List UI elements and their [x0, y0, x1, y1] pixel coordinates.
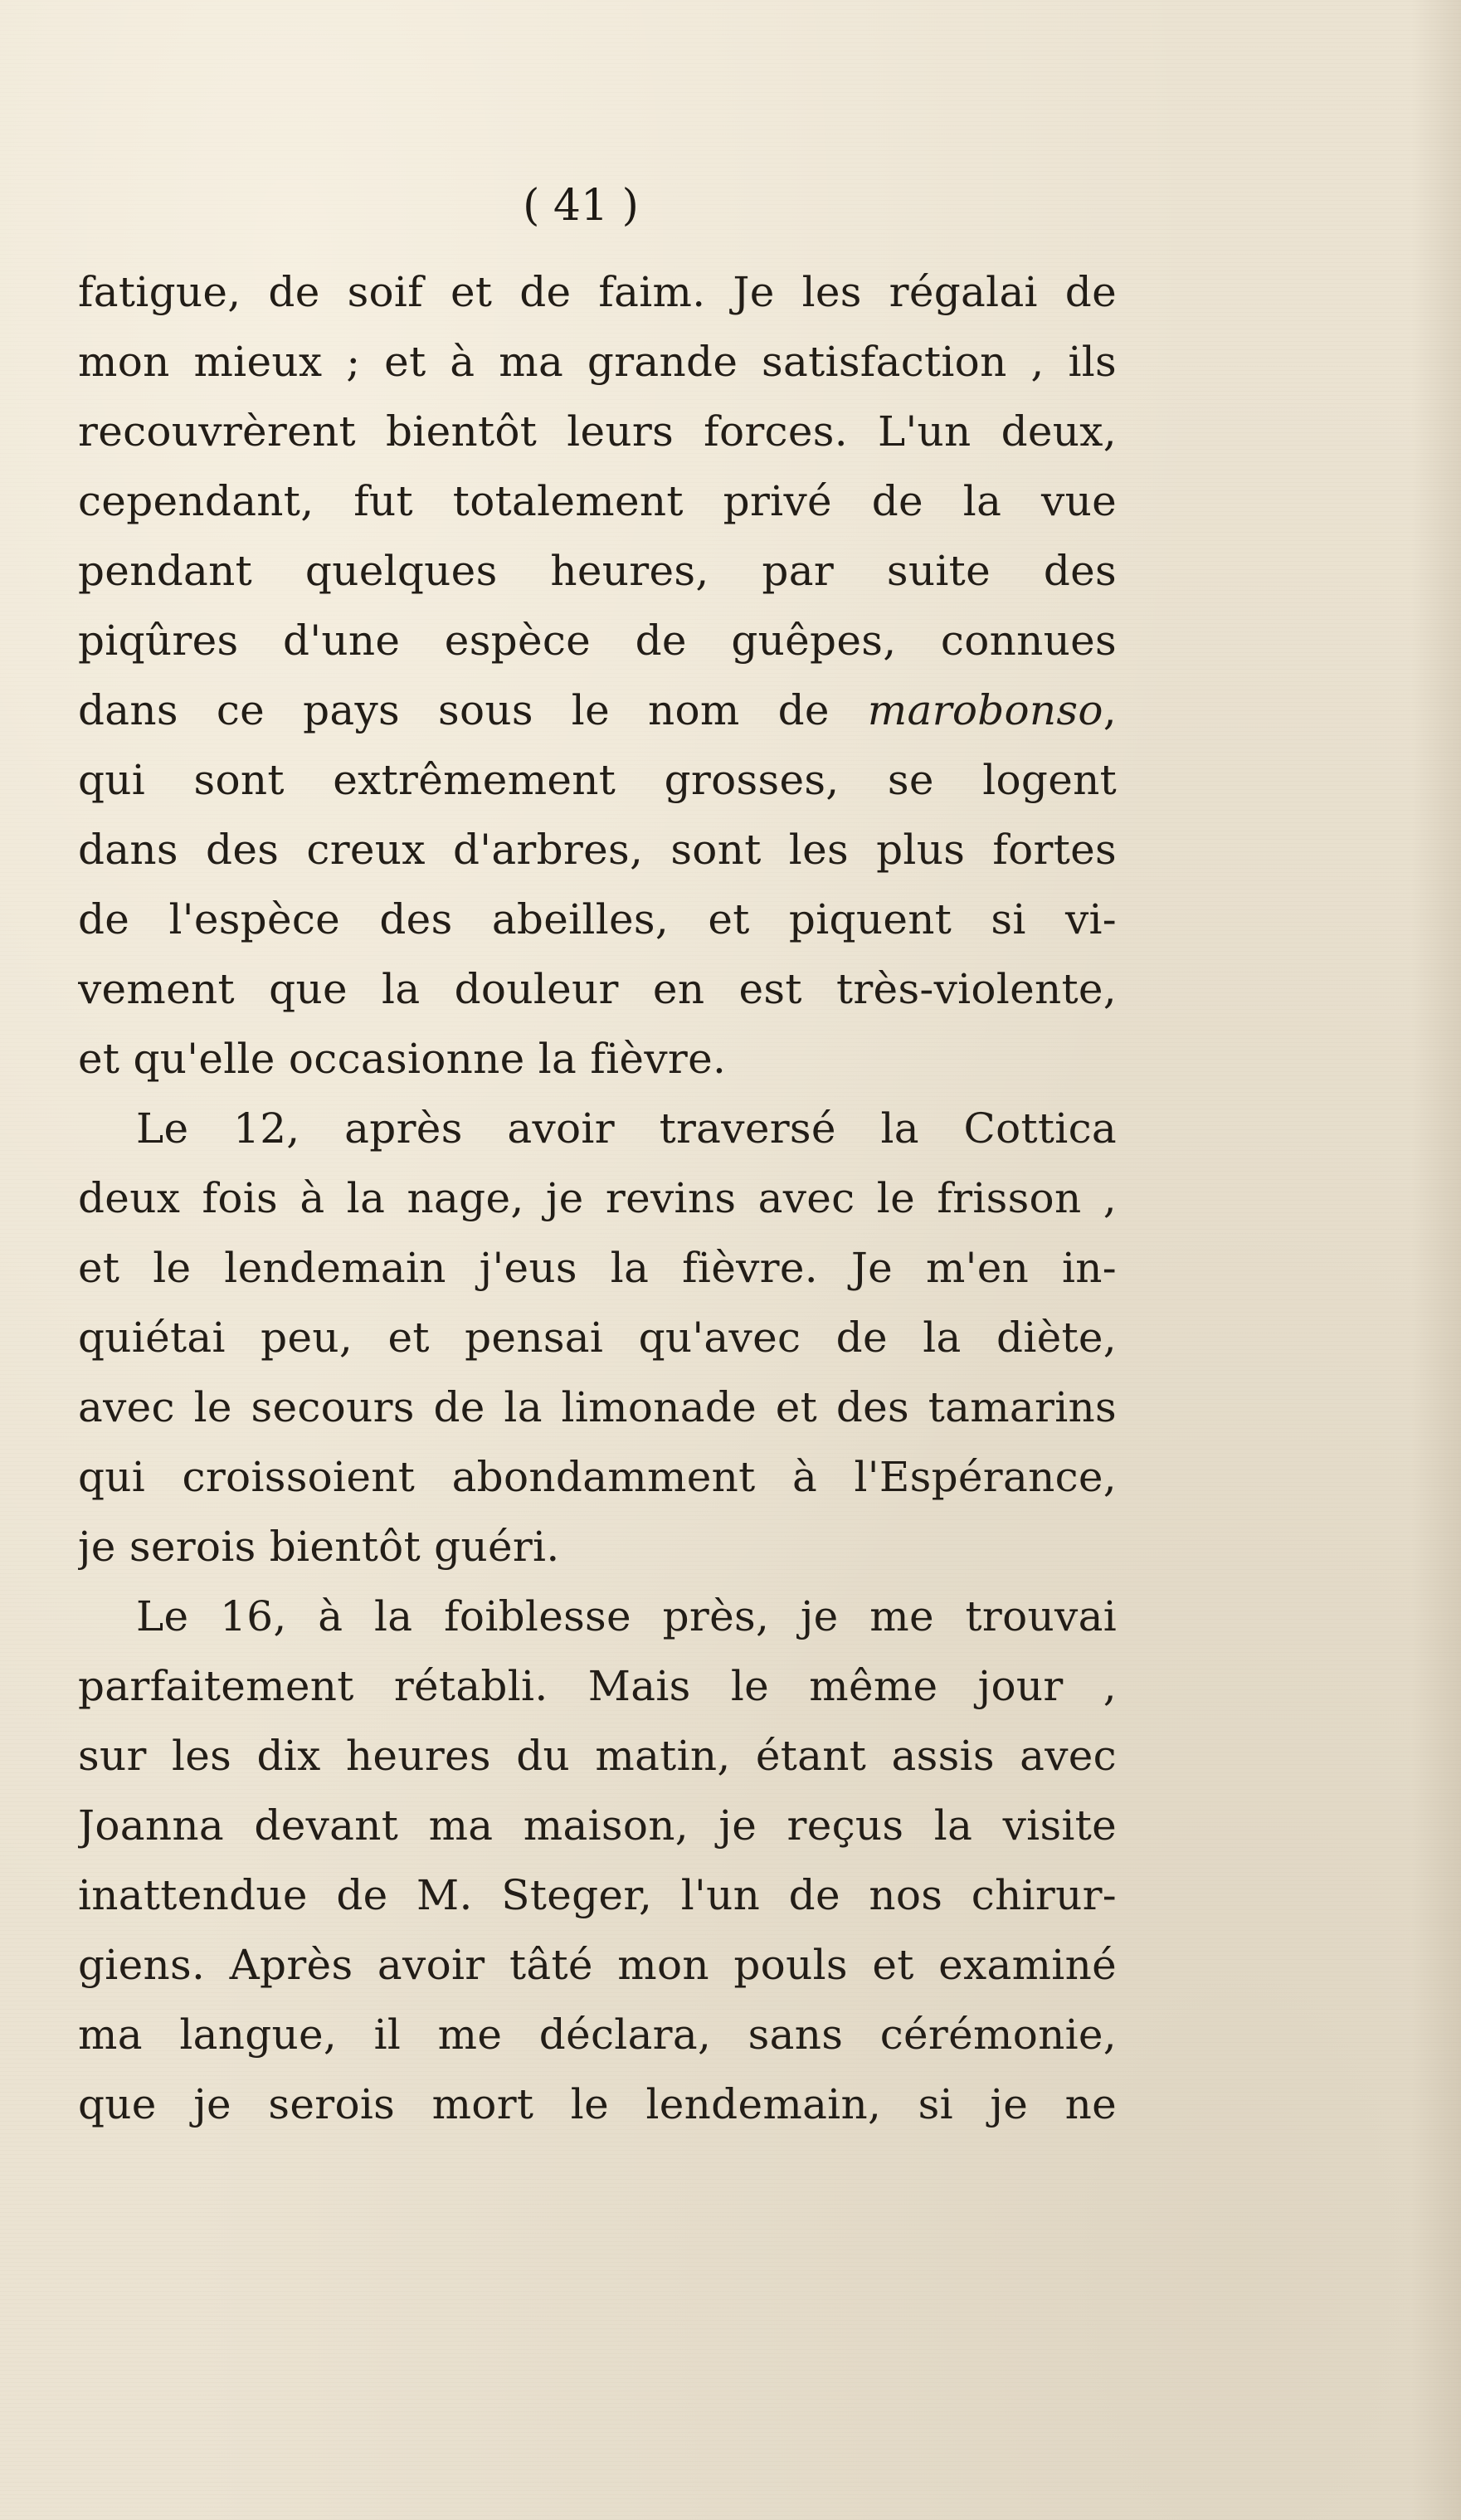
- text-line: sur les dix heures du matin, étant assis avec: [78, 1732, 1117, 1780]
- text-line: pendant quelques heures, par suite des: [78, 547, 1117, 595]
- page-edge-shadow: [1411, 0, 1461, 2520]
- text-line: je serois bientôt guéri.: [78, 1523, 560, 1571]
- text-line: de l'espèce des abeilles, et piquent si vi-: [78, 895, 1117, 943]
- text-line: et le lendemain j'eus la fièvre. Je m'en in-: [78, 1244, 1117, 1292]
- text-line: cependant, fut totalement privé de la vue: [78, 477, 1117, 525]
- paragraph-2: [78, 1094, 1117, 1582]
- text-line: ma langue, il me déclara, sans cérémonie,: [78, 2011, 1117, 2059]
- page-number: ( 41 ): [523, 181, 639, 231]
- text-line: piqûres d'une espèce de guêpes, connues: [78, 617, 1117, 665]
- text-line: Joanna devant ma maison, je reçus la visite: [78, 1801, 1117, 1850]
- text-line: qui croissoient abondamment à l'Espérance,: [78, 1453, 1117, 1501]
- paragraph-1: [78, 257, 1117, 1094]
- text-line: giens. Après avoir tâté mon pouls et examiné: [78, 1941, 1117, 1989]
- italic-term: marobonso: [867, 686, 1103, 734]
- text-line: que je serois mort le lendemain, si je ne: [78, 2080, 1117, 2128]
- text-line: dans ce pays sous le nom de marobonso,: [78, 686, 1117, 734]
- text-line: qui sont extrêmement grosses, se logent: [78, 756, 1117, 804]
- text-line: deux fois à la nage, je revins avec le frisson ,: [78, 1174, 1117, 1222]
- text-line: inattendue de M. Steger, l'un de nos chirur-: [78, 1871, 1117, 1919]
- text-line: et qu'elle occasionne la fièvre.: [78, 1035, 727, 1083]
- text-line: dans des creux d'arbres, sont les plus fortes: [78, 826, 1117, 874]
- text-line: avec le secours de la limonade et des tamarins: [78, 1383, 1117, 1431]
- text-line: recouvrèrent bientôt leurs forces. L'un deux,: [78, 407, 1117, 456]
- body-text: [78, 257, 1117, 2139]
- text-line: fatigue, de soif et de faim. Je les régalai de: [78, 268, 1117, 316]
- text-line: mon mieux ; et à ma grande satisfaction , ils: [78, 338, 1117, 386]
- paragraph-3: [78, 1582, 1117, 2139]
- text-line: Le 16, à la foiblesse près, je me trouvai: [136, 1592, 1117, 1640]
- text-line: vement que la douleur en est très-violente,: [78, 965, 1117, 1013]
- text-line: Le 12, après avoir traversé la Cottica: [136, 1104, 1117, 1153]
- text-line: quiétai peu, et pensai qu'avec de la diète,: [78, 1314, 1117, 1362]
- text-line: parfaitement rétabli. Mais le même jour ,: [78, 1662, 1117, 1710]
